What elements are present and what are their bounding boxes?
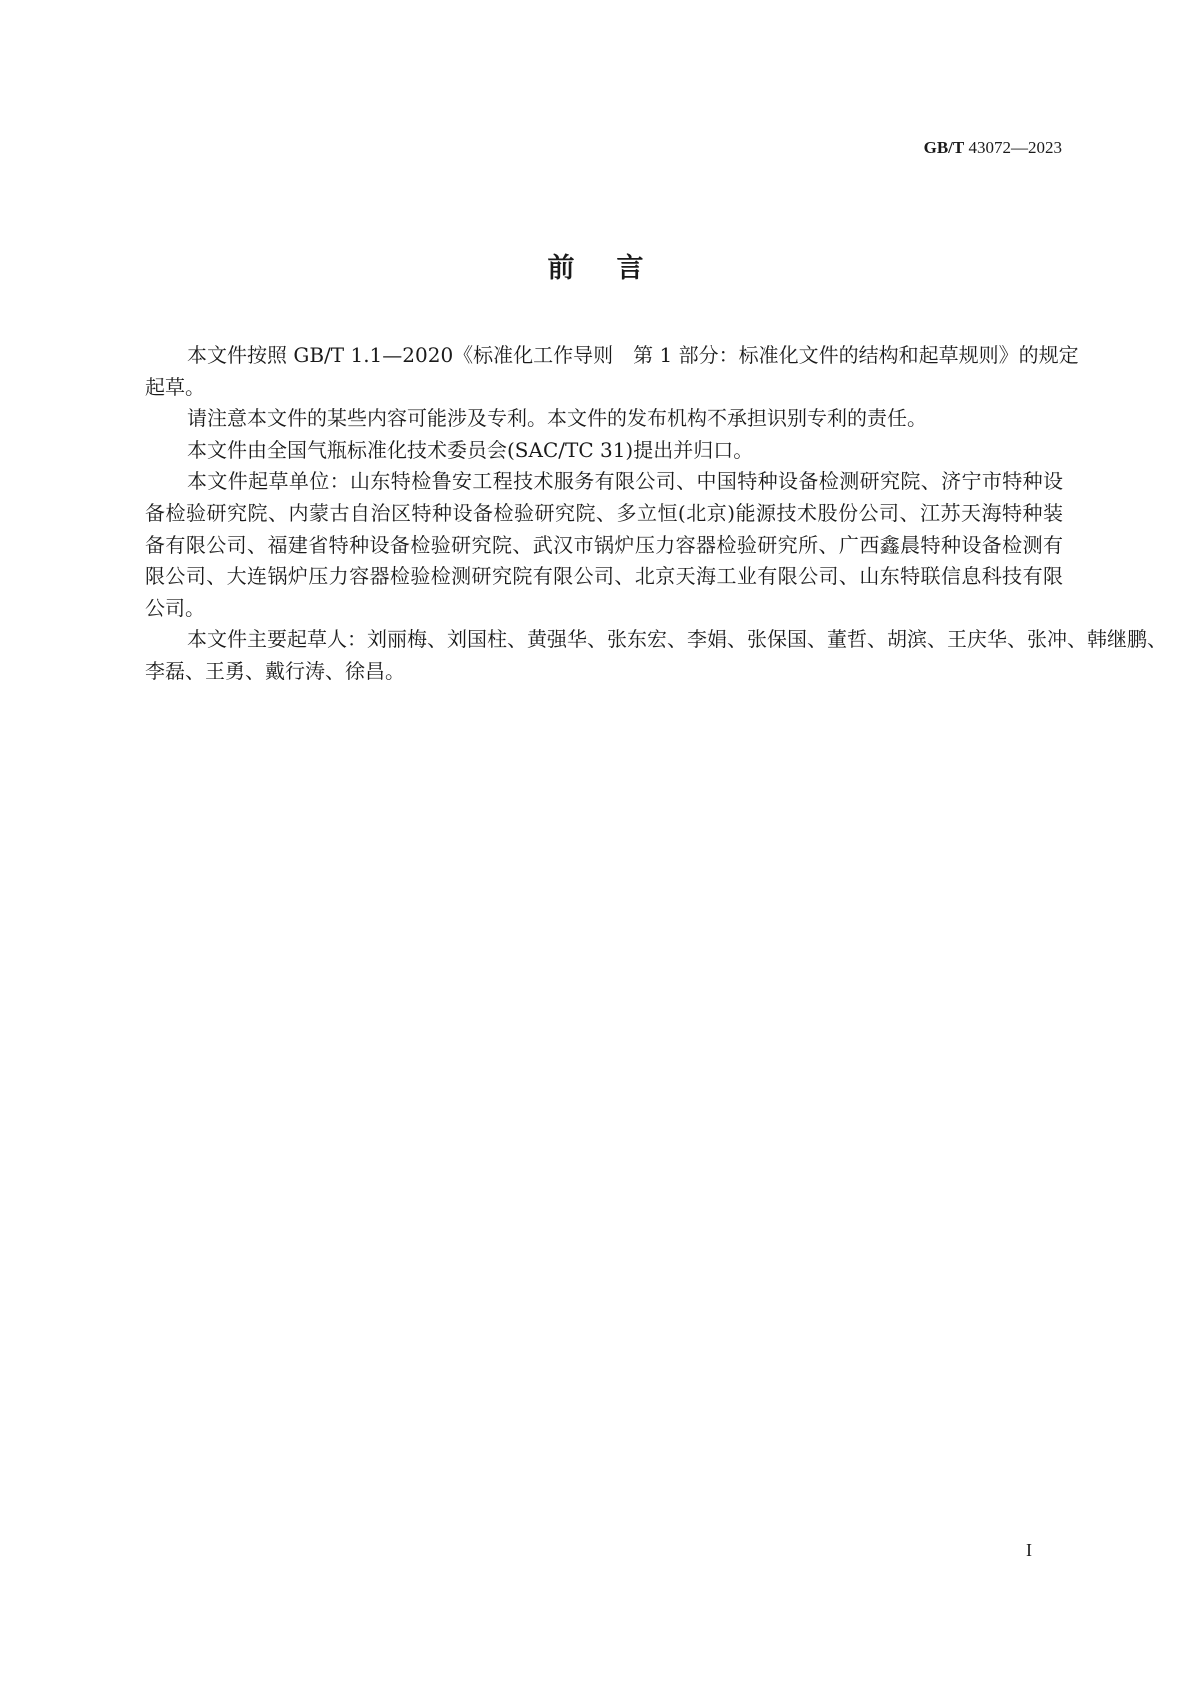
page-number: I (1026, 1540, 1032, 1560)
paragraph (145, 340, 1079, 403)
paragraph (145, 435, 1063, 467)
text-line: 起草。 (145, 374, 205, 399)
page-title: 前言 (547, 253, 686, 284)
paragraph (145, 466, 1063, 624)
text-line: 请注意本文件的某些内容可能涉及专利。本文件的发布机构不承担识别专利的责任。 (187, 406, 927, 431)
standard-number (924, 138, 1062, 158)
text-line: 本文件按照 GB/T 1.1—2020《标准化工作导则 第 1 部分：标准化文件的结构和起草规则》的规定 (187, 343, 1079, 367)
paragraph (145, 403, 1063, 435)
foreword-body (145, 340, 1167, 688)
paragraph (145, 624, 1167, 687)
text-line: 本文件主要起草人：刘丽梅、刘国柱、黄强华、张东宏、李娟、张保国、董哲、胡滨、王庆华、张冲、韩继鹏、 (187, 627, 1167, 652)
text-line: 备检验研究院、内蒙古自治区特种设备检验研究院、多立恒(北京)能源技术股份公司、江苏天海特种装 (145, 500, 1063, 525)
text-line: 本文件起草单位：山东特检鲁安工程技术服务有限公司、中国特种设备检测研究院、济宁市特种设 (187, 469, 1063, 494)
standard-prefix: GB/T (923, 138, 965, 157)
text-line: 李磊、王勇、戴行涛、徐昌。 (145, 658, 405, 683)
text-line: 限公司、大连锅炉压力容器检验检测研究院有限公司、北京天海工业有限公司、山东特联信息科技有限 (145, 564, 1063, 589)
text-line: 公司。 (145, 595, 205, 620)
standard-code: 43072—2023 (968, 138, 1062, 157)
text-line: 备有限公司、福建省特种设备检验研究院、武汉市锅炉压力容器检验研究所、广西鑫晨特种设备检测有 (145, 532, 1063, 557)
text-line: 本文件由全国气瓶标准化技术委员会(SAC/TC 31)提出并归口。 (187, 437, 754, 462)
